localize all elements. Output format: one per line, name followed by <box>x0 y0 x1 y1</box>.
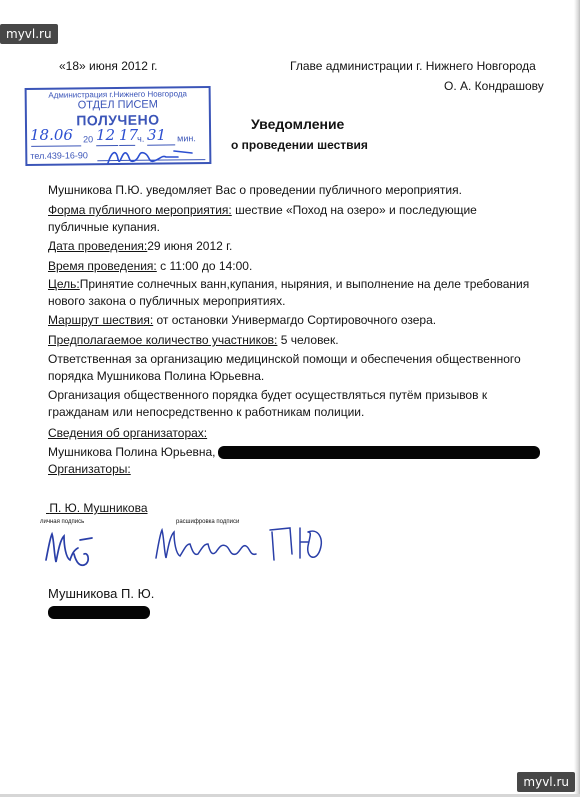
form-label: Форма публичного мероприятия: <box>48 203 232 217</box>
stamp-handwritten-year: 12 <box>96 126 116 144</box>
organizers-info-label: Сведения об организаторах: <box>48 426 208 440</box>
organizers-label: Организаторы: <box>48 462 131 476</box>
stamp-minute-suffix: мин. <box>177 133 196 144</box>
time-label: Время проведения: <box>48 259 157 273</box>
time-value: с 11:00 до 14:00. <box>156 259 253 273</box>
stamp-phone: тел.439-16-90 <box>30 150 88 161</box>
stamp-org: Администрация г.Нижнего Новгорода <box>48 89 187 100</box>
responsible-line-1: Ответственная за организацию медицинской помощи и обеспечения общественного <box>48 352 521 366</box>
redacted-phone <box>48 606 150 619</box>
stamp-department: ОТДЕЛ ПИСЕМ <box>77 98 158 112</box>
stamp-year-prefix: 20 <box>83 134 94 145</box>
addressee-line-2: О. А. Кондрашову <box>444 79 544 93</box>
route-label: Маршрут шествия: <box>48 313 154 327</box>
form-value: шествие «Поход на озеро» и последующие <box>231 203 477 217</box>
form-line <box>48 203 477 218</box>
caption-signature-decode: расшифровка подписи <box>176 519 240 525</box>
signature-decode-handwritten <box>150 518 326 574</box>
stamp-handwritten-hour: 17 <box>119 126 139 144</box>
footer-name: Мушникова П. Ю. <box>48 586 155 601</box>
count-label: Предполагаемое количество участников: <box>48 333 278 347</box>
addressee-line-1: Главе администрации г. Нижнего Новгорода <box>290 59 536 73</box>
date-value: 29 июня 2012 г. <box>147 239 233 253</box>
signature-name-underlined <box>46 501 148 516</box>
stamp-handwritten-signature <box>104 145 196 169</box>
personal-signature <box>40 524 100 574</box>
order-line-1: Организация общественного порядка будет осуществляться путём призывов к <box>48 388 488 402</box>
stamp-handwritten-minute: 31 <box>147 126 167 144</box>
signature-name-text: П. Ю. Мушникова <box>49 501 148 515</box>
time-line <box>48 259 252 274</box>
count-line <box>48 333 339 348</box>
goal-value: Принятие солнечных ванн,купания, ныряния, и выполнение на деле требования <box>79 277 530 291</box>
intro-line: Мушникова П.Ю. уведомляет Вас о проведении публичного мероприятия. <box>48 183 462 197</box>
form-line-cont: публичные купания. <box>48 220 160 234</box>
date-label: Дата проведения: <box>48 239 148 253</box>
date-line <box>48 239 232 254</box>
watermark-bottom: myvl.ru <box>517 772 575 792</box>
stamp-hour-suffix: ч. <box>137 133 145 144</box>
count-value: 5 человек. <box>277 333 339 347</box>
organizer-name: Мушникова Полина Юрьевна, <box>48 445 216 459</box>
page-edge-shadow <box>574 0 580 797</box>
goal-line <box>48 277 529 292</box>
watermark-top: myvl.ru <box>0 24 58 44</box>
document-title: Уведомление <box>251 116 345 132</box>
responsible-line-2: порядка Мушникова Полина Юрьевна. <box>48 369 265 383</box>
route-line <box>48 313 436 328</box>
goal-label: Цель: <box>48 277 80 291</box>
order-line-2: гражданам или непосредственно к работникам полиции. <box>48 405 365 419</box>
route-value: от остановки Универмагдо Сортировочного озера. <box>153 313 437 327</box>
stamp-date-line <box>31 145 81 147</box>
caption-personal-signature: личная подпись <box>40 519 85 525</box>
goal-line-cont: нового закона о публичных мероприятиях. <box>48 294 286 308</box>
letter-date: «18» июня 2012 г. <box>59 59 158 73</box>
redacted-address <box>218 446 540 459</box>
document-subtitle: о проведении шествия <box>231 138 368 152</box>
stamp-received: ПОЛУЧЕНО <box>76 111 160 129</box>
stamp-handwritten-date: 18.06 <box>30 126 73 144</box>
